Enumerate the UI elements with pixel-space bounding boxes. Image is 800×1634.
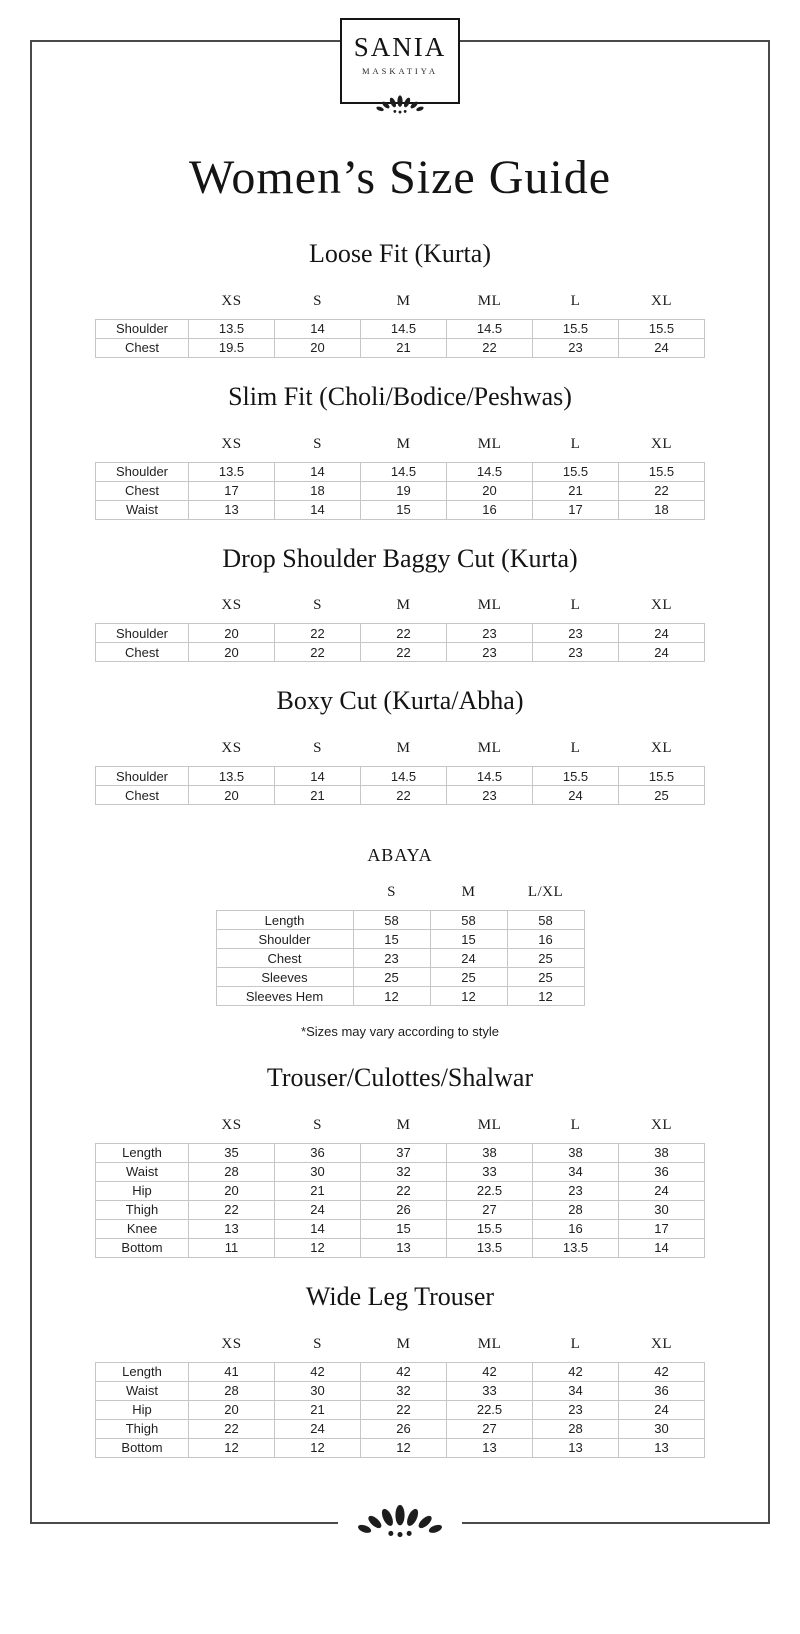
brand-logo (340, 18, 460, 104)
size-column-header: L (570, 597, 581, 614)
measurement-value: 24 (533, 786, 619, 805)
measurement-value: 19.5 (189, 338, 275, 357)
measurement-label: Length (96, 1143, 189, 1162)
measurement-value: 36 (275, 1143, 361, 1162)
measurement-row (96, 500, 705, 519)
measurement-value: 14 (275, 500, 361, 519)
size-header-row (96, 1117, 705, 1144)
measurement-value: 16 (447, 500, 533, 519)
corner-cell (96, 740, 189, 767)
measurement-value: 36 (619, 1381, 705, 1400)
measurement-value: 20 (189, 643, 275, 662)
measurement-value: 23 (533, 1400, 619, 1419)
size-column-header: XL (651, 597, 672, 614)
measurement-value: 23 (533, 338, 619, 357)
measurement-value: 13 (189, 500, 275, 519)
measurement-label: Bottom (96, 1238, 189, 1257)
measurement-value: 13.5 (533, 1238, 619, 1257)
measurement-row (96, 1400, 705, 1419)
size-table-section (0, 1063, 800, 1258)
measurement-label: Chest (216, 949, 353, 968)
measurement-value: 23 (447, 624, 533, 643)
measurement-value: 38 (533, 1143, 619, 1162)
measurement-value: 22 (619, 481, 705, 500)
size-column-header: L/XL (527, 884, 564, 901)
measurement-value: 14.5 (361, 462, 447, 481)
measurement-value: 21 (533, 481, 619, 500)
measurement-value: 23 (533, 643, 619, 662)
corner-cell (96, 1117, 189, 1144)
measurement-value: 22 (361, 1400, 447, 1419)
size-column-header: M (396, 292, 411, 309)
measurement-label: Shoulder (216, 930, 353, 949)
measurement-label: Knee (96, 1219, 189, 1238)
size-header-row (96, 293, 705, 320)
measurement-row (96, 462, 705, 481)
tables-container (0, 239, 800, 1458)
measurement-value: 15 (353, 930, 430, 949)
measurement-value: 14.5 (447, 462, 533, 481)
size-table-section (0, 544, 800, 663)
measurement-value: 19 (361, 481, 447, 500)
measurement-value: 22 (361, 643, 447, 662)
size-column-header: ML (477, 740, 502, 757)
measurement-value: 21 (361, 338, 447, 357)
size-table-section (0, 239, 800, 358)
size-column-header: S (313, 597, 322, 614)
measurement-value: 41 (189, 1362, 275, 1381)
measurement-row (216, 987, 584, 1006)
measurement-value: 14.5 (361, 319, 447, 338)
measurement-label: Waist (96, 500, 189, 519)
measurement-label: Bottom (96, 1438, 189, 1457)
measurement-value: 24 (619, 624, 705, 643)
measurement-value: 17 (619, 1219, 705, 1238)
measurement-value: 13.5 (189, 319, 275, 338)
measurement-value: 23 (533, 624, 619, 643)
size-column-header: XL (651, 292, 672, 309)
section-title: Loose Fit (Kurta) (309, 238, 491, 268)
measurement-value: 33 (447, 1162, 533, 1181)
measurement-value: 13 (361, 1238, 447, 1257)
measurement-row (96, 1419, 705, 1438)
page-title: Women’s Size Guide (188, 151, 612, 204)
measurement-value: 30 (275, 1381, 361, 1400)
measurement-value: 20 (275, 338, 361, 357)
section-title: Slim Fit (Choli/Bodice/Peshwas) (228, 381, 572, 411)
laurel-ornament-icon (338, 1498, 462, 1546)
measurement-value: 15.5 (533, 767, 619, 786)
measurement-value: 24 (619, 338, 705, 357)
measurement-value: 15.5 (619, 319, 705, 338)
measurement-value: 58 (353, 911, 430, 930)
measurement-label: Length (96, 1362, 189, 1381)
measurement-value: 36 (619, 1162, 705, 1181)
measurement-value: 12 (189, 1438, 275, 1457)
measurement-label: Shoulder (96, 462, 189, 481)
measurement-value: 26 (361, 1419, 447, 1438)
measurement-label: Thigh (96, 1419, 189, 1438)
size-table-section (0, 845, 800, 1006)
measurement-value: 23 (533, 1181, 619, 1200)
measurement-value: 17 (533, 500, 619, 519)
measurement-row (96, 481, 705, 500)
measurement-value: 13.5 (189, 462, 275, 481)
measurement-value: 15.5 (447, 1219, 533, 1238)
section-title: Drop Shoulder Baggy Cut (Kurta) (222, 543, 578, 573)
measurement-value: 12 (361, 1438, 447, 1457)
section-title: ABAYA (367, 845, 433, 866)
measurement-label: Sleeves (216, 968, 353, 987)
measurement-value: 20 (189, 1181, 275, 1200)
measurement-value: 18 (275, 481, 361, 500)
section-title: Wide Leg Trouser (305, 1281, 495, 1311)
measurement-value: 21 (275, 1400, 361, 1419)
measurement-value: 42 (361, 1362, 447, 1381)
size-table (95, 436, 705, 520)
measurement-value: 21 (275, 786, 361, 805)
measurement-value: 25 (507, 949, 584, 968)
measurement-value: 22 (447, 338, 533, 357)
measurement-value: 24 (619, 1181, 705, 1200)
measurement-row (216, 968, 584, 987)
measurement-value: 18 (619, 500, 705, 519)
measurement-label: Shoulder (96, 624, 189, 643)
measurement-value: 22.5 (447, 1181, 533, 1200)
brand-name: SANIA (353, 32, 447, 62)
measurement-value: 14.5 (361, 767, 447, 786)
corner-cell (96, 436, 189, 463)
measurement-row (96, 643, 705, 662)
corner-cell (216, 884, 353, 911)
section-title: Trouser/Culottes/Shalwar (266, 1063, 534, 1093)
measurement-row (216, 930, 584, 949)
measurement-label: Thigh (96, 1200, 189, 1219)
size-column-header: XL (651, 435, 672, 452)
measurement-value: 28 (533, 1200, 619, 1219)
measurement-value: 16 (533, 1219, 619, 1238)
size-column-header: ML (477, 597, 502, 614)
corner-cell (96, 293, 189, 320)
measurement-value: 12 (430, 987, 507, 1006)
laurel-ornament-icon (373, 95, 427, 115)
measurement-value: 30 (619, 1200, 705, 1219)
measurement-value: 26 (361, 1200, 447, 1219)
measurement-value: 16 (507, 930, 584, 949)
section-title: Boxy Cut (Kurta/Abha) (276, 686, 524, 716)
measurement-value: 32 (361, 1381, 447, 1400)
measurement-row (96, 1238, 705, 1257)
measurement-value: 14 (275, 767, 361, 786)
measurement-row (96, 786, 705, 805)
size-column-header: ML (477, 292, 502, 309)
measurement-label: Waist (96, 1162, 189, 1181)
size-column-header: L (570, 435, 581, 452)
size-column-header: M (461, 884, 476, 901)
measurement-value: 24 (619, 1400, 705, 1419)
measurement-value: 25 (430, 968, 507, 987)
size-column-header: ML (477, 1116, 502, 1133)
measurement-value: 28 (189, 1162, 275, 1181)
measurement-value: 30 (275, 1162, 361, 1181)
measurement-value: 32 (361, 1162, 447, 1181)
size-header-row (216, 884, 584, 911)
measurement-value: 14 (275, 319, 361, 338)
measurement-value: 13 (189, 1219, 275, 1238)
measurement-value: 22 (189, 1419, 275, 1438)
measurement-value: 25 (507, 968, 584, 987)
measurement-value: 20 (189, 786, 275, 805)
measurement-value: 23 (447, 786, 533, 805)
measurement-value: 28 (189, 1381, 275, 1400)
size-table (95, 293, 705, 358)
measurement-value: 34 (533, 1162, 619, 1181)
measurement-value: 33 (447, 1381, 533, 1400)
measurement-label: Shoulder (96, 767, 189, 786)
measurement-value: 15 (361, 1219, 447, 1238)
measurement-value: 15.5 (533, 462, 619, 481)
measurement-value: 58 (430, 911, 507, 930)
size-column-header: XS (221, 597, 242, 614)
measurement-label: Chest (96, 643, 189, 662)
size-column-header: XL (651, 1335, 672, 1352)
measurement-value: 42 (447, 1362, 533, 1381)
measurement-value: 42 (275, 1362, 361, 1381)
size-table (95, 597, 705, 662)
size-column-header: S (387, 884, 396, 901)
size-column-header: ML (477, 1335, 502, 1352)
measurement-label: Waist (96, 1381, 189, 1400)
measurement-value: 20 (189, 1400, 275, 1419)
size-note: *Sizes may vary according to style (301, 1024, 499, 1040)
measurement-value: 30 (619, 1419, 705, 1438)
measurement-value: 38 (447, 1143, 533, 1162)
measurement-value: 13 (447, 1438, 533, 1457)
measurement-value: 22 (361, 1181, 447, 1200)
measurement-value: 13 (533, 1438, 619, 1457)
measurement-value: 23 (353, 949, 430, 968)
size-column-header: M (396, 597, 411, 614)
measurement-value: 27 (447, 1200, 533, 1219)
measurement-value: 20 (447, 481, 533, 500)
measurement-value: 13.5 (447, 1238, 533, 1257)
measurement-row (216, 949, 584, 968)
measurement-value: 25 (353, 968, 430, 987)
size-header-row (96, 740, 705, 767)
measurement-value: 12 (353, 987, 430, 1006)
measurement-value: 42 (533, 1362, 619, 1381)
measurement-value: 15 (430, 930, 507, 949)
measurement-value: 15.5 (533, 319, 619, 338)
brand-subtitle: MASKATIYA (361, 66, 439, 76)
size-column-header: XS (221, 1335, 242, 1352)
measurement-row (96, 624, 705, 643)
measurement-value: 22.5 (447, 1400, 533, 1419)
size-column-header: L (570, 1116, 581, 1133)
measurement-label: Chest (96, 786, 189, 805)
measurement-row (96, 338, 705, 357)
size-header-row (96, 597, 705, 624)
size-column-header: M (396, 1116, 411, 1133)
measurement-label: Chest (96, 481, 189, 500)
measurement-value: 11 (189, 1238, 275, 1257)
measurement-value: 14 (275, 1219, 361, 1238)
measurement-value: 14.5 (447, 319, 533, 338)
measurement-value: 27 (447, 1419, 533, 1438)
measurement-value: 25 (619, 786, 705, 805)
size-table (95, 1336, 705, 1458)
measurement-row (96, 1438, 705, 1457)
measurement-value: 24 (275, 1419, 361, 1438)
size-column-header: S (313, 740, 322, 757)
measurement-row (96, 1381, 705, 1400)
size-table (216, 884, 585, 1006)
measurement-value: 12 (507, 987, 584, 1006)
measurement-row (96, 1162, 705, 1181)
measurement-value: 24 (430, 949, 507, 968)
size-column-header: XL (651, 740, 672, 757)
measurement-label: Shoulder (96, 319, 189, 338)
size-column-header: XS (221, 292, 242, 309)
measurement-value: 58 (507, 911, 584, 930)
measurement-value: 14 (275, 462, 361, 481)
measurement-value: 37 (361, 1143, 447, 1162)
measurement-value: 22 (361, 786, 447, 805)
measurement-value: 15.5 (619, 767, 705, 786)
size-column-header: S (313, 292, 322, 309)
measurement-row (96, 1362, 705, 1381)
measurement-value: 24 (275, 1200, 361, 1219)
size-column-header: L (570, 1335, 581, 1352)
measurement-label: Length (216, 911, 353, 930)
size-column-header: L (570, 740, 581, 757)
measurement-value: 21 (275, 1181, 361, 1200)
measurement-label: Hip (96, 1181, 189, 1200)
measurement-label: Sleeves Hem (216, 987, 353, 1006)
size-column-header: S (313, 435, 322, 452)
measurement-value: 15 (361, 500, 447, 519)
size-column-header: L (570, 292, 581, 309)
size-column-header: M (396, 1335, 411, 1352)
measurement-value: 17 (189, 481, 275, 500)
size-table-section (0, 1282, 800, 1458)
size-table (95, 1117, 705, 1258)
size-column-header: XL (651, 1116, 672, 1133)
measurement-row (96, 1200, 705, 1219)
corner-cell (96, 597, 189, 624)
size-column-header: XS (221, 740, 242, 757)
measurement-value: 22 (275, 624, 361, 643)
size-column-header: M (396, 740, 411, 757)
measurement-row (96, 1181, 705, 1200)
measurement-row (96, 1219, 705, 1238)
size-column-header: XS (221, 1116, 242, 1133)
measurement-row (96, 1143, 705, 1162)
measurement-value: 22 (275, 643, 361, 662)
size-header-row (96, 436, 705, 463)
measurement-value: 22 (361, 624, 447, 643)
measurement-value: 24 (619, 643, 705, 662)
size-header-row (96, 1336, 705, 1363)
size-column-header: XS (221, 435, 242, 452)
measurement-value: 22 (189, 1200, 275, 1219)
measurement-value: 20 (189, 624, 275, 643)
size-table-section (0, 686, 800, 805)
measurement-label: Chest (96, 338, 189, 357)
measurement-value: 14.5 (447, 767, 533, 786)
measurement-value: 13.5 (189, 767, 275, 786)
measurement-value: 15.5 (619, 462, 705, 481)
measurement-value: 12 (275, 1238, 361, 1257)
size-column-header: ML (477, 435, 502, 452)
measurement-value: 34 (533, 1381, 619, 1400)
measurement-value: 38 (619, 1143, 705, 1162)
size-table-section (0, 382, 800, 520)
measurement-value: 28 (533, 1419, 619, 1438)
size-column-header: S (313, 1335, 322, 1352)
size-column-header: M (396, 435, 411, 452)
size-table (95, 740, 705, 805)
measurement-row (96, 767, 705, 786)
measurement-value: 23 (447, 643, 533, 662)
measurement-value: 42 (619, 1362, 705, 1381)
measurement-value: 35 (189, 1143, 275, 1162)
measurement-value: 14 (619, 1238, 705, 1257)
measurement-row (96, 319, 705, 338)
measurement-value: 12 (275, 1438, 361, 1457)
measurement-label: Hip (96, 1400, 189, 1419)
measurement-row (216, 911, 584, 930)
measurement-value: 13 (619, 1438, 705, 1457)
size-column-header: S (313, 1116, 322, 1133)
corner-cell (96, 1336, 189, 1363)
